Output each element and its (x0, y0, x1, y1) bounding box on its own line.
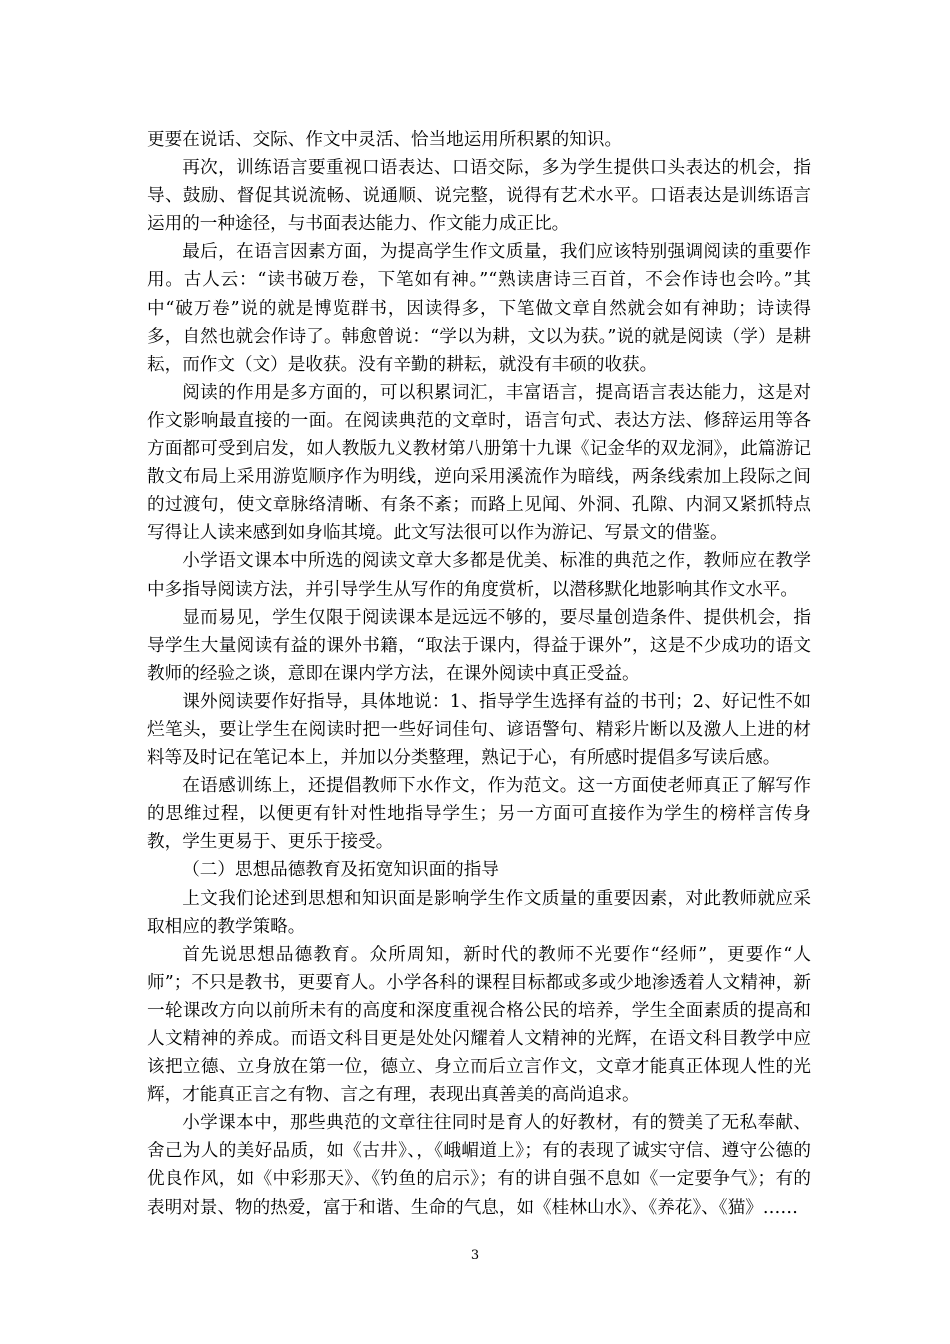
paragraph-reading-guidance: 课外阅读要作好指导，具体地说：1、指导学生选择有益的书刊；2、好记性不如烂笔头，要让学生在阅读时把一些好词佳句、谚语警句、精彩片断以及激人上进的材料等及时记在笔记本上，并加以分类整理，熟记于心，有所感时提倡多写读后感。 (147, 691, 811, 769)
paragraph-teaching-strategy: 上文我们论述到思想和知识面是影响学生作文质量的重要因素，对此教师就应采取相应的教学策略。 (147, 888, 811, 937)
page-number: 3 (470, 1248, 480, 1263)
paragraph-continuation: 更要在说话、交际、作文中灵活、恰当地运用所积累的知识。 (147, 130, 623, 150)
paragraph-teacher-model-essay: 在语感训练上，还提倡教师下水作文，作为范文。这一方面使老师真正了解写作的思维过程，以便更有针对性地指导学生；另一方面可直接作为学生的榜样言传身教，学生更易于、更乐于接受。 (147, 776, 811, 853)
paragraph-oral-expression: 再次，训练语言要重视口语表达、口语交际，多为学生提供口头表达的机会，指导、鼓励、督促其说流畅、说通顺、说完整，说得有艺术水平。口语表达是训练语言运用的一种途径，与书面表达能力、作文能力成正比。 (147, 158, 811, 235)
paragraph-textbook-reading: 小学语文课本中所选的阅读文章大多都是优美、标准的典范之作，教师应在教学中多指导阅读方法，并引导学生从写作的角度赏析，以潜移默化地影响其作文水平。 (147, 551, 811, 600)
body-text (147, 126, 811, 1222)
paragraph-reading-importance: 最后，在语言因素方面，为提高学生作文质量，我们应该特别强调阅读的重要作用。古人云：“读书破万卷，下笔如有神。”“熟读唐诗三百首，不会作诗也会吟。”其中“破万卷”说的就是博览群书，因读得多，下笔做文章自然就会如有神助；诗读得多，自然也就会作诗了。韩愈曾说：“学以为耕，文以为获。”说的就是阅读（学）是耕耘，而作文（文）是收获。没有辛勤的耕耘，就没有丰硕的收获。 (147, 242, 811, 375)
paragraph-extracurricular-reading: 显而易见，学生仅限于阅读课本是远远不够的，要尽量创造条件、提供机会，指导学生大量阅读有益的课外书籍，“取法于课内，得益于课外”，这是不少成功的语文教师的经验之谈，意即在课内学方法，在课外阅读中真正受益。 (147, 607, 811, 684)
paragraph-textbook-examples: 小学课本中，那些典范的文章往往同时是育人的好教材，有的赞美了无私奉献、舍己为人的美好品质，如《古井》、，《峨嵋道上》；有的表现了诚实守信、遵守公德的优良作风，如《中彩那天》、《钓鱼的启示》；有的讲自强不息如《一定要争气》；有的表明对景、物的热爱，富于和谐、生命的气息，如《桂林山水》、《养花》、《猫》…… (147, 1113, 811, 1218)
section-heading: （二）思想品德教育及拓宽知识面的指导 (182, 860, 499, 881)
paragraph-moral-education: 首先说思想品德教育。众所周知，新时代的教师不光要作“经师”，更要作“人师”；不只是教书，更要育人。小学各科的课程目标都或多或少地渗透着人文精神，新一轮课改方向以前所未有的高度和深度重视合格公民的培养，学生全面素质的提高和人文精神的养成。而语文科目更是处处闪耀着人文精神的光辉，在语文科目教学中应该把立德、立身放在第一位，德立、身立而后立言作文，文章才能真正体现人性的光辉，才能真正言之有物、言之有理，表现出真善美的高尚追求。 (147, 944, 811, 1106)
paragraph-reading-effects: 阅读的作用是多方面的，可以积累词汇，丰富语言，提高语言表达能力，这是对作文影响最直接的一面。在阅读典范的文章时，语言句式、表达方法、修辞运用等各方面都可受到启发，如人教版九义教材第八册第十九课《记金华的双龙洞》，此篇游记散文布局上采用游览顺序作为明线，逆向采用溪流作为暗线，两条线索加上段际之间的过渡句，使文章脉络清晰、有条不紊；而路上见闻、外洞、孔隙、内洞又紧抓特点写得让人读来感到如身临其境。此文写法很可以作为游记、写景文的借鉴。 (147, 382, 811, 544)
